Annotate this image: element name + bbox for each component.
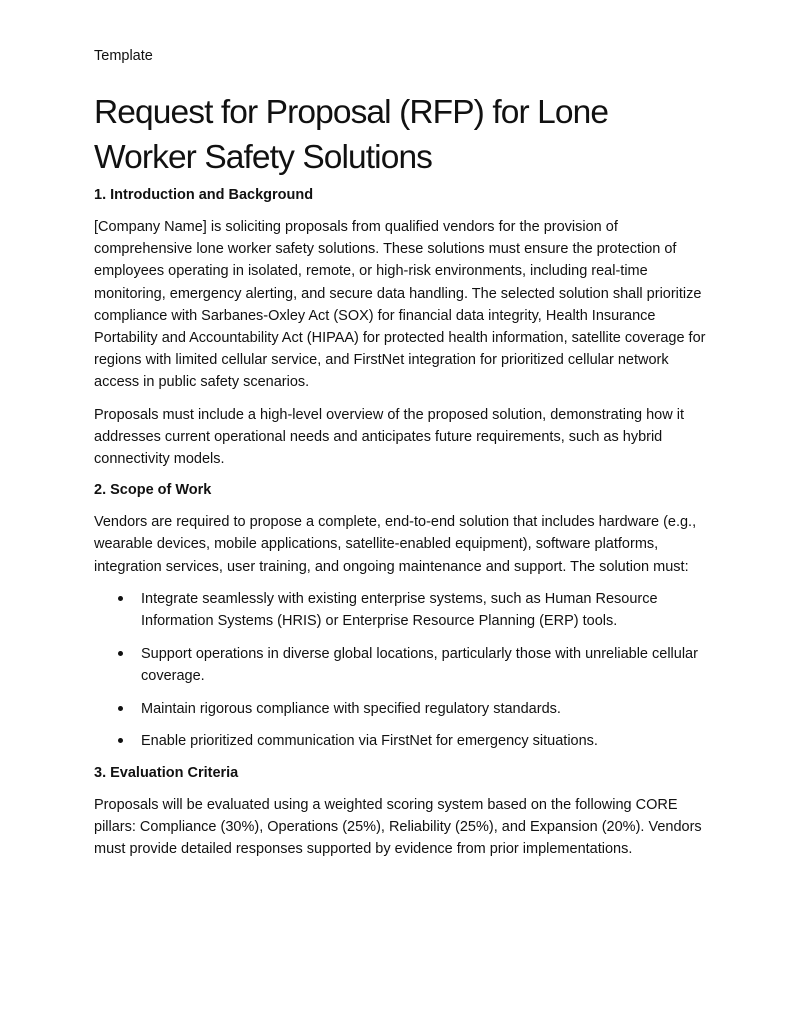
list-item-text: Enable prioritized communication via FirstNet for emergency situations. — [141, 733, 598, 750]
section-scope-of-work — [94, 480, 712, 752]
section-heading: 3. Evaluation Criteria — [94, 765, 239, 782]
section-heading: 1. Introduction and Background — [94, 187, 314, 203]
document-title: Request for Proposal (RFP) for Lone Worker Safety Solutions — [94, 94, 609, 176]
requirements-list — [94, 588, 712, 753]
list-item-text: Integrate seamlessly with existing enterprise systems, such as Human Resource Information Systems (HRIS) or Enterprise Resource Planning (ERP) tools. — [141, 590, 658, 630]
bullet-icon — [118, 651, 123, 656]
paragraph: Proposals will be evaluated using a weighted scoring system based on the following CORE pillars: Compliance (30%), Operations (25%), Reliability (25%), and Expansion (20%). Vendors must provide detailed responses supported by evidence from prior implementations. — [94, 797, 702, 858]
section-heading: 2. Scope of Work — [94, 482, 212, 499]
document-page — [94, 46, 712, 871]
paragraph: Proposals must include a high-level overview of the proposed solution, demonstrating how it addresses current operational needs and anticipates future requirements, such as hybrid connectivity models. — [94, 406, 684, 468]
paragraph: Vendors are required to propose a complete, end-to-end solution that includes hardware (e.g., wearable devices, mobile applications, satellite-enabled equipment), software platforms, integration services, user training, and ongoing maintenance and support. The solution must: — [94, 514, 697, 575]
bullet-icon — [118, 706, 123, 711]
paragraph: [Company Name] is soliciting proposals from qualified vendors for the provision of comprehensive lone worker safety solutions. These solutions must ensure the protection of employees operating in isolated, remote, or high-risk environments, including real-time monitoring, emergency alerting, and secure data handling. The selected solution shall prioritize compliance with Sarbanes-Oxley Act (SOX) for financial data integrity, Health Insurance Portability and Accountability Act (HIPAA) for protected health information, satellite coverage for regions with limited cellular service, and FirstNet integration for prioritized cellular network access in public safety scenarios. — [94, 219, 706, 391]
section-introduction — [94, 185, 712, 470]
list-item — [94, 730, 712, 752]
list-item — [94, 643, 712, 687]
list-item — [94, 698, 712, 720]
bullet-icon — [118, 738, 123, 743]
list-item-text: Support operations in diverse global locations, particularly those with unreliable cellular coverage. — [141, 645, 698, 684]
list-item-text: Maintain rigorous compliance with specified regulatory standards. — [141, 700, 561, 717]
section-evaluation-criteria — [94, 763, 712, 861]
template-label: Template — [94, 48, 153, 64]
list-item — [94, 588, 712, 632]
bullet-icon — [118, 596, 123, 601]
